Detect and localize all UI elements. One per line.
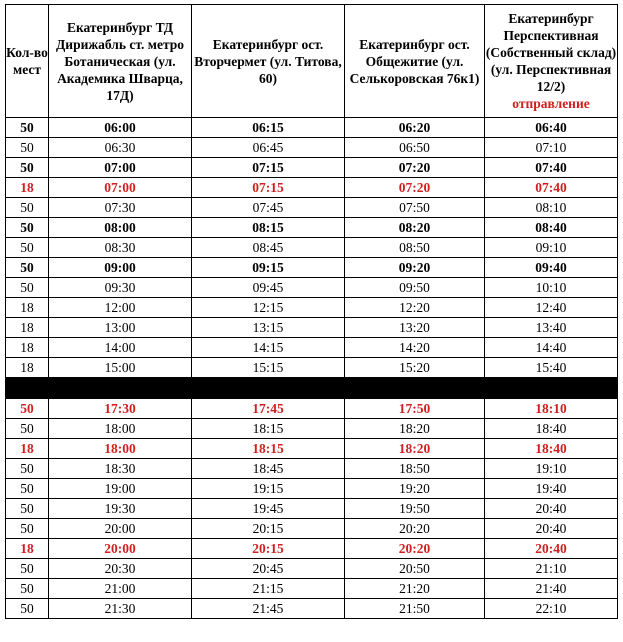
stop-4-time: 14:40 xyxy=(485,338,618,358)
table-row xyxy=(6,258,618,278)
stop-1-time: 07:00 xyxy=(49,158,192,178)
stop-4-time: 09:40 xyxy=(485,258,618,278)
table-row xyxy=(6,198,618,218)
seats-cell: 18 xyxy=(6,298,49,318)
stop-1-time: 21:00 xyxy=(49,579,192,599)
stop-1-time: 13:00 xyxy=(49,318,192,338)
stop-3-time: 20:20 xyxy=(345,519,485,539)
table-row xyxy=(6,599,618,619)
header-stop-4 xyxy=(485,5,618,118)
seats-cell: 50 xyxy=(6,459,49,479)
stop-3-time: 21:50 xyxy=(345,599,485,619)
stop-3-time: 17:50 xyxy=(345,399,485,419)
stop-4-time: 19:40 xyxy=(485,479,618,499)
stop-3-time: 13:20 xyxy=(345,318,485,338)
seats-cell: 50 xyxy=(6,218,49,238)
stop-3-time: 07:20 xyxy=(345,178,485,198)
stop-3-time: 19:20 xyxy=(345,479,485,499)
seats-cell: 50 xyxy=(6,559,49,579)
stop-1-time: 08:00 xyxy=(49,218,192,238)
stop-1-time: 12:00 xyxy=(49,298,192,318)
stop-4-time: 19:10 xyxy=(485,459,618,479)
stop-2-time: 21:45 xyxy=(192,599,345,619)
stop-4-time: 13:40 xyxy=(485,318,618,338)
seats-cell: 50 xyxy=(6,579,49,599)
seats-cell: 50 xyxy=(6,118,49,138)
stop-1-time: 18:00 xyxy=(49,419,192,439)
stop-3-time: 18:20 xyxy=(345,419,485,439)
stop-3-time: 07:50 xyxy=(345,198,485,218)
stop-4-time: 22:10 xyxy=(485,599,618,619)
table-row xyxy=(6,459,618,479)
header-row xyxy=(6,5,618,118)
stop-1-time: 18:30 xyxy=(49,459,192,479)
stop-2-time: 09:45 xyxy=(192,278,345,298)
table-row xyxy=(6,298,618,318)
stop-3-time: 06:20 xyxy=(345,118,485,138)
seats-cell: 18 xyxy=(6,338,49,358)
stop-1-time: 14:00 xyxy=(49,338,192,358)
stop-3-time: 18:50 xyxy=(345,459,485,479)
table-row xyxy=(6,238,618,258)
stop-2-time: 21:15 xyxy=(192,579,345,599)
stop-2-time: 08:15 xyxy=(192,218,345,238)
stop-3-time: 07:20 xyxy=(345,158,485,178)
seats-cell: 50 xyxy=(6,258,49,278)
stop-3-time: 20:50 xyxy=(345,559,485,579)
stop-3-time: 21:20 xyxy=(345,579,485,599)
stop-1-time: 20:00 xyxy=(49,539,192,559)
stop-2-time: 06:45 xyxy=(192,138,345,158)
seats-cell: 50 xyxy=(6,419,49,439)
header-stop-2: Екатеринбург ост. Вторчермет (ул. Титова, 60) xyxy=(192,5,345,118)
header-stop-4-label: Екатеринбург Перспективная (Собственный склад) (ул. Перспективная 12/2) xyxy=(485,11,617,94)
stop-4-time: 20:40 xyxy=(485,539,618,559)
stop-1-time: 09:00 xyxy=(49,258,192,278)
header-seats: Кол-во мест xyxy=(6,5,49,118)
stop-4-time: 21:40 xyxy=(485,579,618,599)
stop-1-time: 21:30 xyxy=(49,599,192,619)
stop-2-time: 20:15 xyxy=(192,539,345,559)
stop-1-time: 15:00 xyxy=(49,358,192,378)
seats-cell: 50 xyxy=(6,599,49,619)
stop-4-time: 18:10 xyxy=(485,399,618,419)
table-row xyxy=(6,358,618,378)
stop-3-time: 06:50 xyxy=(345,138,485,158)
table-row xyxy=(6,178,618,198)
stop-1-time: 07:30 xyxy=(49,198,192,218)
stop-2-time: 09:15 xyxy=(192,258,345,278)
stop-4-time: 08:10 xyxy=(485,198,618,218)
stop-4-time: 18:40 xyxy=(485,419,618,439)
separator-cell xyxy=(6,378,618,399)
table-row xyxy=(6,419,618,439)
stop-1-time: 20:30 xyxy=(49,559,192,579)
seats-cell: 50 xyxy=(6,238,49,258)
table-row xyxy=(6,138,618,158)
stop-2-time: 14:15 xyxy=(192,338,345,358)
stop-2-time: 07:45 xyxy=(192,198,345,218)
stop-1-time: 08:30 xyxy=(49,238,192,258)
stop-2-time: 19:15 xyxy=(192,479,345,499)
stop-1-time: 19:30 xyxy=(49,499,192,519)
table-row xyxy=(6,479,618,499)
stop-4-time: 06:40 xyxy=(485,118,618,138)
stop-2-time: 20:15 xyxy=(192,519,345,539)
stop-2-time: 19:45 xyxy=(192,499,345,519)
stop-2-time: 06:15 xyxy=(192,118,345,138)
stop-2-time: 07:15 xyxy=(192,178,345,198)
stop-3-time: 20:20 xyxy=(345,539,485,559)
seats-cell: 50 xyxy=(6,399,49,419)
stop-1-time: 19:00 xyxy=(49,479,192,499)
stop-4-time: 18:40 xyxy=(485,439,618,459)
table-row xyxy=(6,399,618,419)
stop-2-time: 15:15 xyxy=(192,358,345,378)
table-row xyxy=(6,338,618,358)
table-row xyxy=(6,158,618,178)
stop-3-time: 15:20 xyxy=(345,358,485,378)
seats-cell: 18 xyxy=(6,318,49,338)
table-row xyxy=(6,499,618,519)
stop-2-time: 13:15 xyxy=(192,318,345,338)
stop-3-time: 09:20 xyxy=(345,258,485,278)
seats-cell: 50 xyxy=(6,499,49,519)
header-stop-3: Екатеринбург ост. Общежитие (ул. Селькоровская 76к1) xyxy=(345,5,485,118)
stop-3-time: 19:50 xyxy=(345,499,485,519)
stop-1-time: 06:00 xyxy=(49,118,192,138)
stop-1-time: 09:30 xyxy=(49,278,192,298)
table-row xyxy=(6,539,618,559)
stop-1-time: 18:00 xyxy=(49,439,192,459)
seats-cell: 18 xyxy=(6,539,49,559)
seats-cell: 18 xyxy=(6,439,49,459)
stop-4-time: 07:10 xyxy=(485,138,618,158)
stop-2-time: 17:45 xyxy=(192,399,345,419)
stop-4-time: 10:10 xyxy=(485,278,618,298)
stop-2-time: 12:15 xyxy=(192,298,345,318)
stop-2-time: 18:45 xyxy=(192,459,345,479)
seats-cell: 18 xyxy=(6,358,49,378)
seats-cell: 50 xyxy=(6,138,49,158)
table-row xyxy=(6,118,618,138)
table-row xyxy=(6,278,618,298)
seats-cell: 50 xyxy=(6,158,49,178)
stop-4-time: 20:40 xyxy=(485,499,618,519)
table-row xyxy=(6,318,618,338)
stop-2-time: 20:45 xyxy=(192,559,345,579)
table-row xyxy=(6,559,618,579)
stop-3-time: 09:50 xyxy=(345,278,485,298)
stop-3-time: 12:20 xyxy=(345,298,485,318)
header-stop-1: Екатеринбург ТД Дирижабль ст. метро Ботаническая (ул. Академика Шварца, 17Д) xyxy=(49,5,192,118)
stop-2-time: 07:15 xyxy=(192,158,345,178)
stop-4-time: 21:10 xyxy=(485,559,618,579)
stop-1-time: 17:30 xyxy=(49,399,192,419)
stop-2-time: 08:45 xyxy=(192,238,345,258)
table-row xyxy=(6,439,618,459)
stop-4-time: 15:40 xyxy=(485,358,618,378)
stop-4-time: 08:40 xyxy=(485,218,618,238)
stop-3-time: 08:50 xyxy=(345,238,485,258)
schedule-table xyxy=(5,4,618,619)
break-separator-row xyxy=(6,378,618,399)
stop-2-time: 18:15 xyxy=(192,419,345,439)
seats-cell: 18 xyxy=(6,178,49,198)
stop-3-time: 08:20 xyxy=(345,218,485,238)
stop-3-time: 14:20 xyxy=(345,338,485,358)
stop-1-time: 20:00 xyxy=(49,519,192,539)
table-row xyxy=(6,218,618,238)
stop-1-time: 06:30 xyxy=(49,138,192,158)
seats-cell: 50 xyxy=(6,519,49,539)
stop-4-time: 09:10 xyxy=(485,238,618,258)
stop-1-time: 07:00 xyxy=(49,178,192,198)
departure-note: отправление xyxy=(512,96,590,111)
stop-4-time: 20:40 xyxy=(485,519,618,539)
table-row xyxy=(6,519,618,539)
seats-cell: 50 xyxy=(6,278,49,298)
stop-4-time: 07:40 xyxy=(485,158,618,178)
stop-2-time: 18:15 xyxy=(192,439,345,459)
seats-cell: 50 xyxy=(6,479,49,499)
table-row xyxy=(6,579,618,599)
stop-4-time: 07:40 xyxy=(485,178,618,198)
stop-4-time: 12:40 xyxy=(485,298,618,318)
stop-3-time: 18:20 xyxy=(345,439,485,459)
schedule-body xyxy=(6,118,618,619)
seats-cell: 50 xyxy=(6,198,49,218)
